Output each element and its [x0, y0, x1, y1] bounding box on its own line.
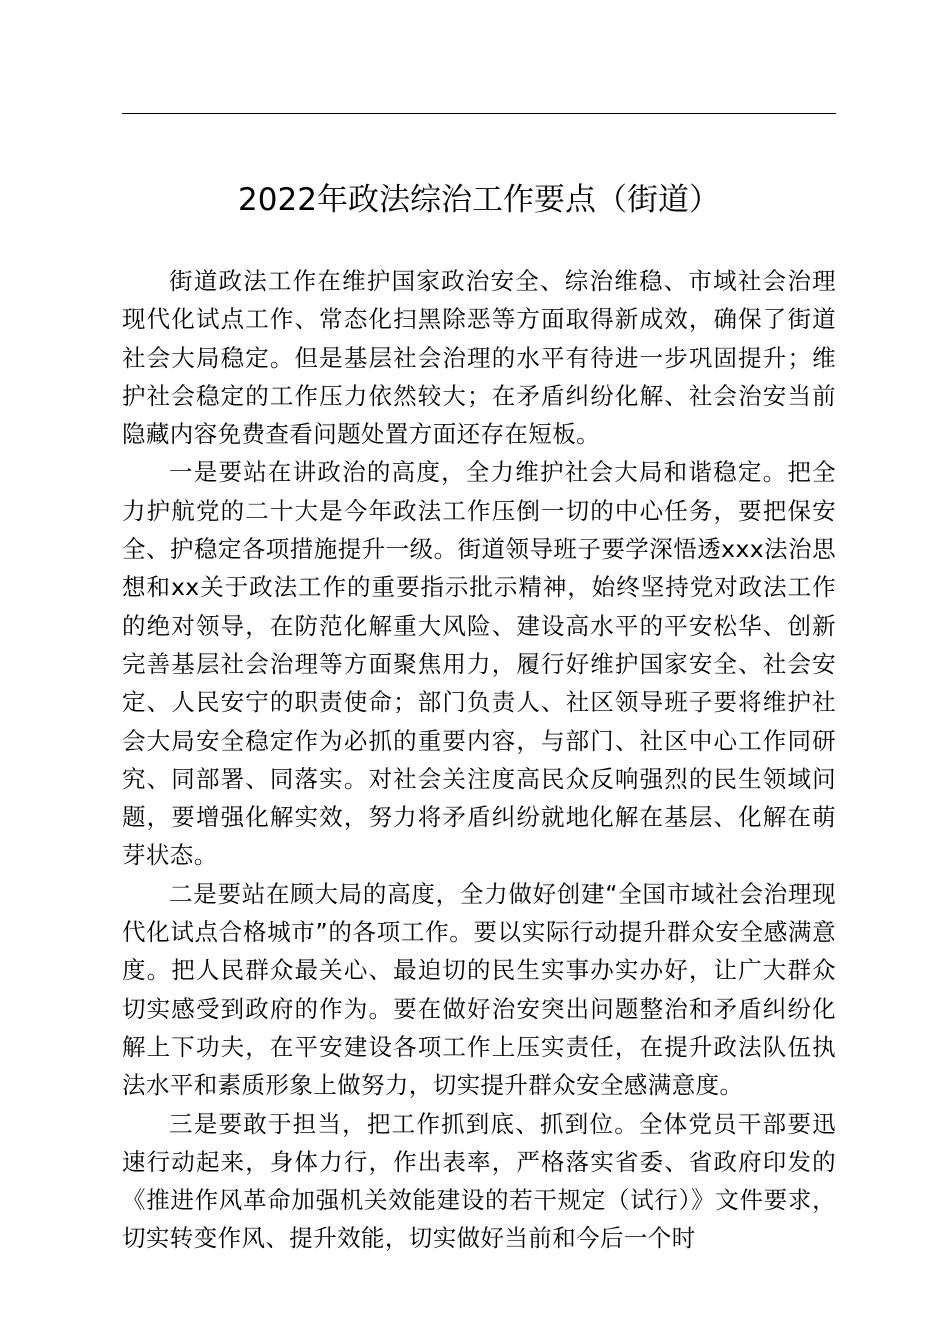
header-rule: [122, 113, 836, 114]
paragraph-intro: 街道政法工作在维护国家政治安全、综治维稳、市域社会治理现代化试点工作、常态化扫黑除恶等方面取得新成效，确保了街道社会大局稳定。但是基层社会治理的水平有待进一步巩固提升；维护社会稳定的工作压力依然较大；在矛盾纠纷化解、社会治安当前隐藏内容免费查看问题处置方面还存在短板。: [122, 267, 836, 449]
paragraph-point-two: 二是要站在顾大局的高度，全力做好创建“全国市域社会治理现代化试点合格城市”的各项工作。要以实际行动提升群众安全感满意度。把人民群众最关心、最迫切的民生实事办实办好，让广大群众切实感受到政府的作为。要在做好治安突出问题整治和矛盾纠纷化解上下功夫，在平安建设各项工作上压实责任，在提升政法队伍执法水平和素质形象上做努力，切实提升群众安全感满意度。: [122, 879, 836, 1100]
paragraph-point-three: 三是要敢于担当，把工作抓到底、抓到位。全体党员干部要迅速行动起来，身体力行，作出表率，严格落实省委、省政府印发的《推进作风革命加强机关效能建设的若干规定（试行）》文件要求，切实转变作风、提升效能，切实做好当前和今后一个时: [122, 1109, 836, 1253]
document-body: [122, 262, 836, 1258]
document-title: 2022年政法综治工作要点（街道）: [238, 182, 720, 218]
paragraph-point-one: 一是要站在讲政治的高度，全力维护社会大局和谐稳定。把全力护航党的二十大是今年政法工作压倒一切的中心任务，要把保安全、护稳定各项措施提升一级。街道领导班子要学深悟透xxx法治思想和xx关于政法工作的重要指示批示精神，始终坚持党对政法工作的绝对领导，在防范化解重大风险、建设高水平的平安松华、创新完善基层社会治理等方面聚焦用力，履行好维护国家安全、社会安定、人民安宁的职责使命；部门负责人、社区领导班子要将维护社会大局安全稳定作为必抓的重要内容，与部门、社区中心工作同研究、同部署、同落实。对社会关注度高民众反响强烈的民生领域问题，要增强化解实效，努力将矛盾纠纷就地化解在基层、化解在萌芽状态。: [122, 458, 836, 870]
